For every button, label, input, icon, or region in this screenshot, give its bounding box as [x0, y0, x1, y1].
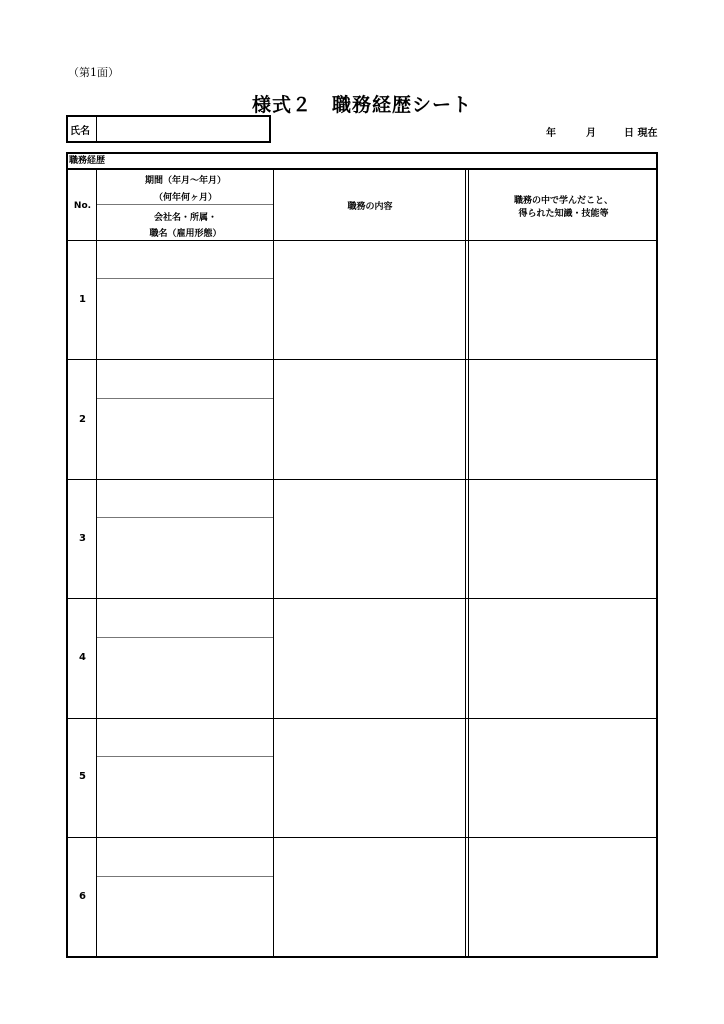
row-subdivider [97, 756, 273, 757]
row-number: 1 [79, 294, 86, 305]
header-duties: 職務の内容 [347, 202, 393, 212]
section-title: 職務経歴 [68, 154, 656, 170]
header-learned-line2: 得られた知識・技能等 [518, 208, 609, 219]
row-divider [68, 718, 656, 719]
row-number: 4 [79, 652, 86, 663]
row-number: 5 [79, 771, 86, 782]
date-month-label: 月 [586, 128, 596, 139]
divider [96, 170, 97, 956]
row-number: 6 [79, 891, 86, 902]
header-period-line1: 期間（年月～年月） [144, 176, 226, 186]
header-company-line1: 会社名・所属・ [153, 213, 217, 223]
divider [273, 170, 274, 956]
divider [97, 204, 273, 205]
header-learned [469, 170, 658, 241]
row-subdivider [97, 278, 273, 279]
row-subdivider [97, 876, 273, 877]
date-day-current-label: 日 現在 [624, 128, 658, 139]
row-subdivider [97, 637, 273, 638]
name-label: 氏名 [68, 117, 97, 141]
header-period-company [97, 170, 274, 241]
date-year-label: 年 [546, 128, 556, 139]
row-divider [68, 837, 656, 838]
divider [68, 240, 656, 241]
row-number: 2 [79, 414, 86, 425]
divider [468, 170, 469, 956]
header-learned-line1: 職務の中で学んだこと、 [513, 195, 613, 206]
row-divider [68, 598, 656, 599]
divider [465, 170, 466, 956]
row-divider [68, 479, 656, 480]
page-label: （第1面） [68, 66, 119, 79]
header-company-line2: 職名（雇用形態） [149, 229, 222, 239]
career-table [66, 152, 658, 958]
name-input[interactable] [97, 117, 269, 141]
header-no: No. [73, 200, 92, 211]
row-subdivider [97, 517, 273, 518]
row-subdivider [97, 398, 273, 399]
name-field-box [66, 115, 271, 143]
header-period-line2: （何年何ヶ月） [153, 193, 217, 203]
row-number: 3 [79, 533, 86, 544]
page-title: 様式２ 職務経歴シート [251, 94, 472, 116]
row-divider [68, 359, 656, 360]
